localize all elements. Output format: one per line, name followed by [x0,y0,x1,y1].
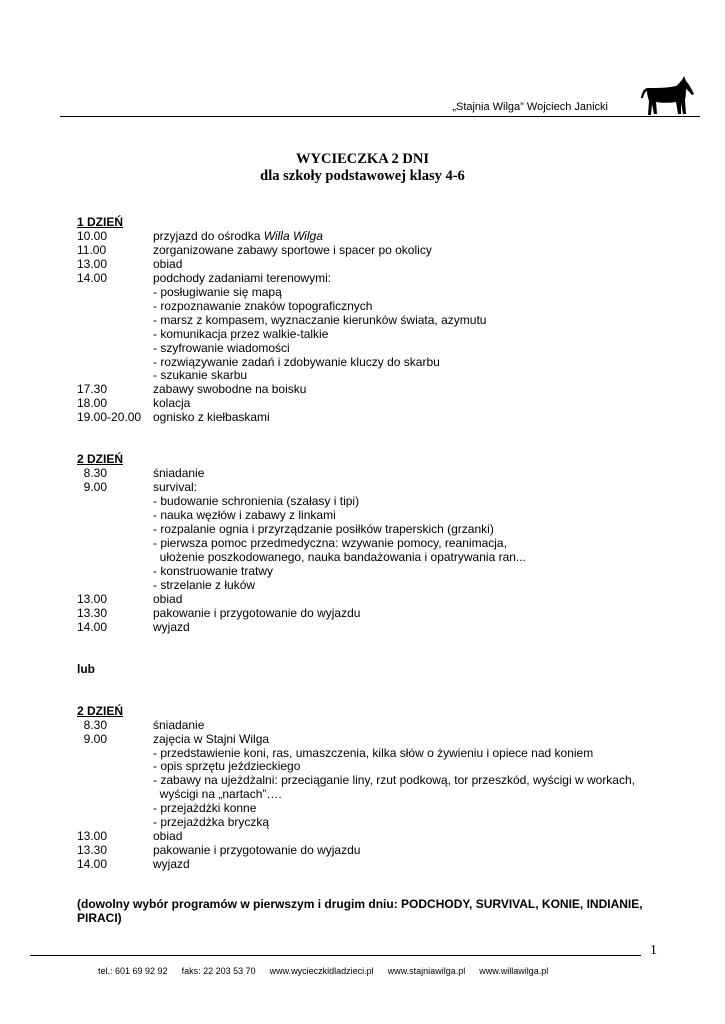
schedule-time [77,300,153,314]
schedule-activity: śniadanie [153,717,205,732]
footer-site-link[interactable]: www.wycieczkidladzieci.pl [269,966,374,976]
schedule-row [77,356,677,370]
schedule-time: 17.30 [77,382,108,397]
schedule-row [77,858,677,872]
schedule-time [77,286,153,300]
schedule-activity: obiad [153,591,183,606]
header-title: „Stajnia Wilga” Wojciech Janicki [452,101,608,113]
schedule-activity: - budowanie schronienia (szałasy i tipi) [153,494,360,509]
footer-fax: faks: 22 203 53 70 [181,966,256,976]
schedule [77,216,677,926]
schedule-time [77,369,153,383]
schedule-row [77,481,677,495]
schedule-row [77,733,677,747]
schedule-row [77,244,677,258]
schedule-time [77,802,153,816]
schedule-activity: - nauka węzłów i zabawy z linkami [153,508,336,523]
schedule-time: 13.30 [77,843,108,858]
schedule-time [77,774,153,788]
document-subtitle: dla szkoły podstawowej klasy 4-6 [260,168,465,184]
header-divider [60,116,700,117]
schedule-activity: kolacja [153,396,191,411]
schedule-row [77,230,677,244]
schedule-row [77,411,677,425]
schedule-activity: - rozpalanie ognia i przyrządzanie posiłków traperskich (grzanki) [153,522,494,537]
schedule-row [77,747,677,761]
schedule-activity: - szukanie skarbu [153,368,248,383]
schedule-row [77,802,677,816]
schedule-row [77,314,677,328]
schedule-activity: - przedstawienie koni, ras, umaszczenia, kilka słów o żywieniu i opiece nad koniem [153,745,594,760]
schedule-row [77,342,677,356]
horse-icon [640,74,694,116]
schedule-activity: pakowanie i przygotowanie do wyjazdu [153,843,361,858]
schedule-time: 14.00 [77,619,108,634]
schedule-time [77,495,153,509]
venue-name: Willa Wilga [263,228,323,243]
schedule-time [77,523,153,537]
schedule-row [77,760,677,774]
schedule-time [77,509,153,523]
schedule-time [77,760,153,774]
schedule-activity: - posługiwanie się mapą [153,284,282,299]
schedule-row [77,816,677,830]
program-note: (dowolny wybór programów w pierwszym i drugim dniu: PODCHODY, SURVIVAL, KONIE, INDIANIE, PIRACI) [77,897,643,926]
schedule-time [77,816,153,830]
schedule-activity: zorganizowane zabawy sportowe i spacer po okolicy [153,242,432,257]
schedule-row [77,579,677,593]
schedule-row [77,607,677,621]
schedule-activity: zajęcia w Stajni Wilga [153,731,270,746]
schedule-row [77,774,677,788]
schedule-activity: obiad [153,829,183,844]
schedule-row [77,369,677,383]
schedule-row [77,397,677,411]
schedule-activity: śniadanie [153,466,205,481]
schedule-activity: - pierwsza pomoc przedmedyczna: wzywanie pomocy, reanimacja, [153,536,507,551]
schedule-activity [153,230,677,244]
day2b-heading: 2 DZIEŃ [77,703,124,718]
schedule-activity: - komunikacja przez walkie-talkie [153,326,329,341]
schedule-row [77,495,677,509]
schedule-time: 9.00 [77,480,108,495]
schedule-row [77,467,677,481]
schedule-time [77,551,153,565]
schedule-time [77,579,153,593]
schedule-row [77,844,677,858]
schedule-activity: - przejażdżki konne [153,801,257,816]
schedule-time [77,747,153,761]
schedule-activity: obiad [153,256,183,271]
schedule-row [77,830,677,844]
activity-text: przyjazd do ośrodka [153,228,264,243]
schedule-row [77,565,677,579]
schedule-time: 13.00 [77,829,108,844]
schedule-activity: zabawy swobodne na boisku [153,382,307,397]
schedule-activity: ułożenie poszkodowanego, nauka bandażowania i opatrywania ran... [153,549,526,564]
schedule-activity: survival: [153,480,198,495]
schedule-row [77,621,677,635]
schedule-row [77,272,677,286]
schedule-row [77,523,677,537]
schedule-time: 13.00 [77,591,108,606]
schedule-row [77,593,677,607]
schedule-time [77,565,153,579]
schedule-row [77,509,677,523]
schedule-time [77,342,153,356]
schedule-activity: - marsz z kompasem, wyznaczanie kierunków świata, azymutu [153,312,487,327]
schedule-activity: - zabawy na ujeżdżalni: przeciąganie liny, rzut podkową, tor przeszkód, wyścigi w workach, [153,773,635,788]
schedule-activity: - przejażdżka bryczką [153,815,270,830]
day1-heading: 1 DZIEŃ [77,215,124,229]
schedule-time: 10.00 [77,228,108,243]
schedule-activity: - rozpoznawanie znaków topograficznych [153,298,373,313]
day2a-heading: 2 DZIEŃ [77,452,124,467]
footer-divider [30,955,641,956]
schedule-row [77,286,677,300]
schedule-time: 11.00 [77,242,107,257]
schedule-activity: - rozwiązywanie zadań i zdobywanie kluczy do skarbu [153,354,440,369]
footer-phone: tel.: 601 69 92 92 [98,966,168,976]
document-title: WYCIECZKA 2 DNI [296,151,429,167]
schedule-time: 14.00 [77,857,108,872]
schedule-row [77,537,677,551]
page-number: 1 [650,943,657,958]
schedule-time: 13.30 [77,605,108,620]
or-label: lub [77,661,95,676]
schedule-time: 9.00 [77,731,108,746]
footer [98,966,562,976]
schedule-row [77,328,677,342]
schedule-time [77,788,153,802]
schedule-row [77,383,677,397]
schedule-time: 18.00 [77,396,108,411]
schedule-time: 8.30 [77,466,108,481]
schedule-activity: - opis sprzętu jeździeckiego [153,759,301,774]
schedule-row [77,788,677,802]
schedule-activity: - szyfrowanie wiadomości [153,340,290,355]
schedule-row [77,258,677,272]
schedule-row [77,551,677,565]
schedule-time: 8.30 [77,717,108,732]
schedule-row [77,300,677,314]
day2a-schedule [77,467,677,634]
schedule-activity: wyjazd [153,619,190,634]
schedule-time [77,356,153,370]
schedule-activity: wyścigi na „nartach”…. [153,787,282,802]
schedule-activity: - konstruowanie tratwy [153,563,274,578]
schedule-activity: pakowanie i przygotowanie do wyjazdu [153,605,361,620]
schedule-time: 19.00-20.00 [77,410,142,425]
schedule-row [77,719,677,733]
schedule-activity: - strzelanie z łuków [153,577,256,592]
schedule-time [77,314,153,328]
schedule-activity: wyjazd [153,857,190,872]
schedule-time [77,537,153,551]
schedule-time: 13.00 [77,256,108,271]
day1-schedule [77,230,677,425]
day2b-schedule [77,719,677,872]
footer-site-link[interactable]: www.stajniawilga.pl [387,966,466,976]
schedule-time: 14.00 [77,270,108,285]
schedule-time [77,328,153,342]
schedule-activity: podchody zadaniami terenowymi: [153,270,332,285]
schedule-activity: ognisko z kiełbaskami [153,410,270,425]
footer-site-link[interactable]: www.willawilga.pl [479,966,549,976]
